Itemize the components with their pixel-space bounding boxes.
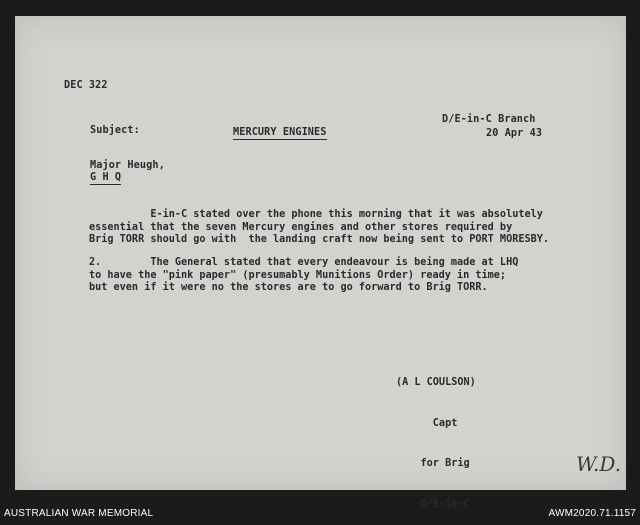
paragraph-1-line: E-in-C stated over the phone this morning that it was absolutely: [89, 209, 543, 220]
signature-block: [396, 349, 476, 525]
signature-name: (A L COULSON): [396, 377, 476, 388]
handwritten-initials: W.D.: [576, 452, 622, 476]
signature-office: D/E-in-C: [396, 498, 470, 510]
file-reference: DEC 322: [64, 80, 108, 91]
footer-accession-number: AWM2020.71.1157: [548, 508, 636, 519]
signature-rank: Capt: [396, 417, 458, 429]
subject-title: MERCURY ENGINES: [233, 127, 327, 138]
footer-institution: AUSTRALIAN WAR MEMORIAL: [4, 508, 154, 519]
paragraph-2-line: 2. The General stated that every endeavour is being made at LHQ: [89, 257, 519, 268]
paragraph-2-line: to have the "pink paper" (presumably Munitions Order) ready in time;: [89, 269, 507, 281]
subject-label: Subject:: [90, 125, 140, 136]
paragraph-2-line: but even if it were no the stores are to go forward to Brig TORR.: [89, 282, 488, 293]
paragraph-1-line: essential that the seven Mercury engines and other stores required by: [89, 221, 513, 233]
paragraph-1: [89, 209, 549, 247]
signature-for: for Brig: [396, 458, 470, 469]
paragraph-1-line: Brig TORR should go with the landing craft now being sent to PORT MORESBY.: [89, 234, 550, 245]
recipient-name: Major Heugh,: [90, 160, 165, 171]
paragraph-2: [89, 257, 518, 295]
branch-name: D/E-in-C Branch: [442, 114, 536, 125]
recipient-unit: G H Q: [90, 172, 122, 183]
memo-date: 20 Apr 43: [486, 128, 543, 139]
